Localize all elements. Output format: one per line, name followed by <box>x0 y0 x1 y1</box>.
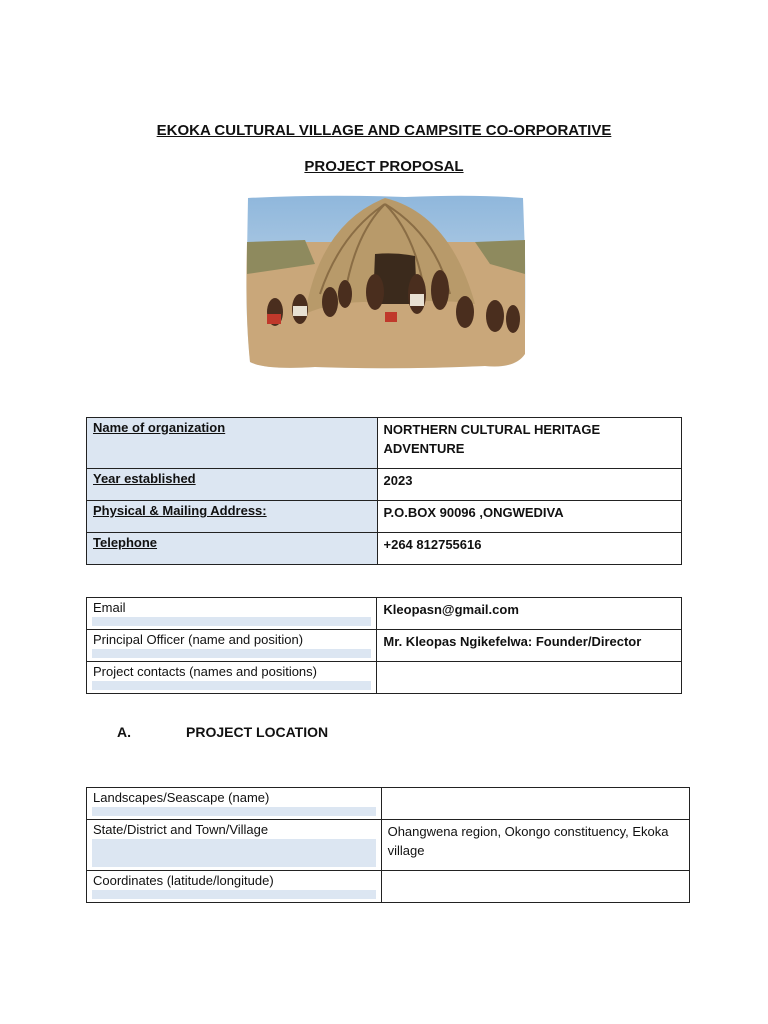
org-name-label: Name of organization <box>93 420 226 435</box>
landscape-label: Landscapes/Seascape (name) <box>87 788 381 807</box>
document-subtitle: PROJECT PROPOSAL <box>304 158 464 175</box>
table-row <box>87 662 682 694</box>
table-row <box>87 501 682 533</box>
section-letter: A. <box>117 724 131 740</box>
coordinates-value <box>381 871 689 903</box>
year-established-label: Year established <box>93 471 196 486</box>
address-label: Physical & Mailing Address: <box>93 503 267 518</box>
email-label: Email <box>87 598 376 617</box>
table-row <box>87 630 682 662</box>
section-title: PROJECT LOCATION <box>186 724 329 740</box>
contact-table <box>86 597 682 694</box>
project-contacts-value <box>377 662 682 694</box>
table-row <box>87 533 682 565</box>
table-row <box>87 598 682 630</box>
table-row <box>87 871 690 903</box>
location-table <box>86 787 690 903</box>
table-row <box>87 820 690 871</box>
village-hut-photo <box>245 194 527 370</box>
state-district-label: State/District and Town/Village <box>87 820 381 839</box>
table-row <box>87 418 682 469</box>
landscape-value <box>381 788 689 820</box>
principal-officer-value: Mr. Kleopas Ngikefelwa: Founder/Director <box>377 630 682 662</box>
table-row <box>87 469 682 501</box>
table-row <box>87 788 690 820</box>
document-title: EKOKA CULTURAL VILLAGE AND CAMPSITE CO-ORPORATIVE <box>156 122 612 139</box>
organization-table <box>86 417 682 565</box>
telephone-label: Telephone <box>93 535 158 550</box>
coordinates-label: Coordinates (latitude/longitude) <box>87 871 381 890</box>
email-value: Kleopasn@gmail.com <box>377 598 682 630</box>
state-district-value: Ohangwena region, Okongo constituency, Ekoka village <box>381 820 689 871</box>
telephone-value: +264 812755616 <box>377 533 682 565</box>
org-name-value: NORTHERN CULTURAL HERITAGE ADVENTURE <box>377 418 682 469</box>
principal-officer-label: Principal Officer (name and position) <box>87 630 376 649</box>
year-established-value: 2023 <box>377 469 682 501</box>
address-value: P.O.BOX 90096 ,ONGWEDIVA <box>377 501 682 533</box>
project-contacts-label: Project contacts (names and positions) <box>87 662 376 681</box>
